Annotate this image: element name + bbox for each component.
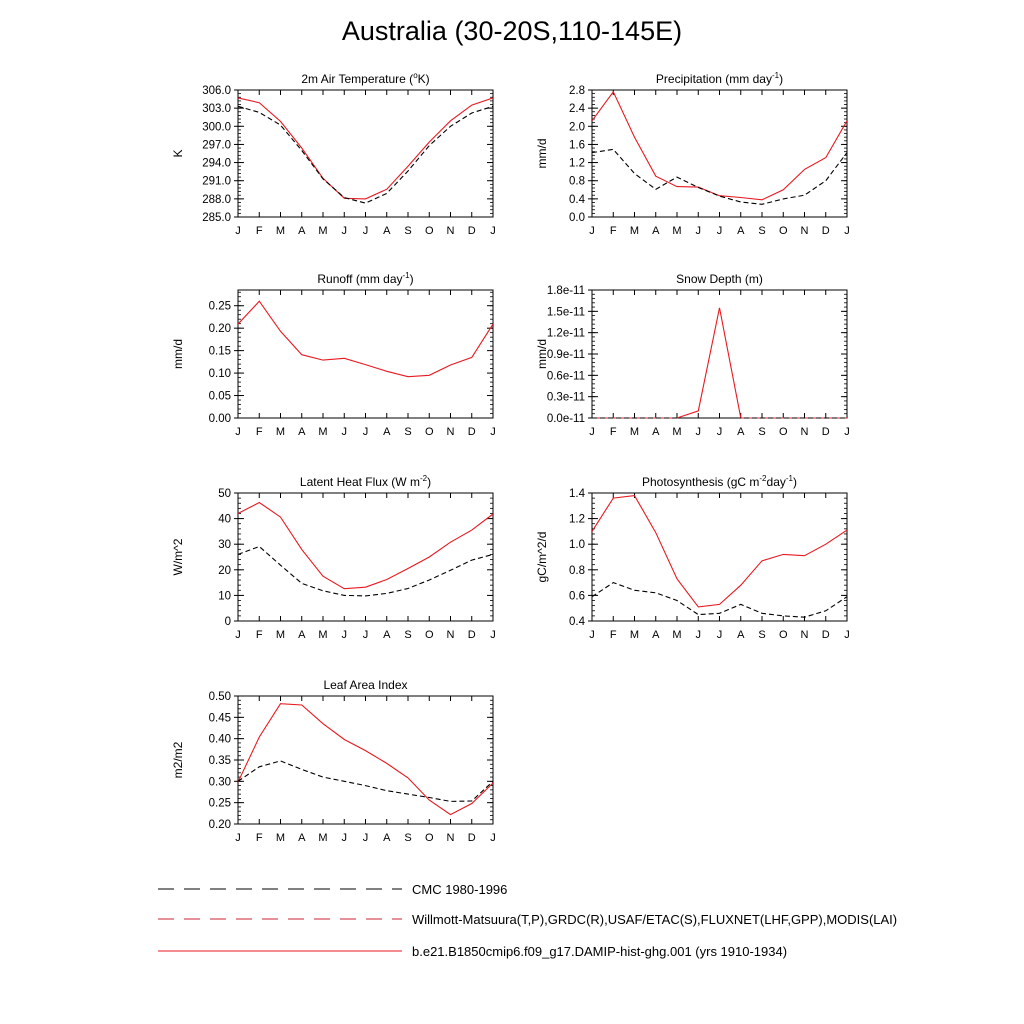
y-tick-label: 285.0 bbox=[202, 212, 231, 224]
x-tick-label: A bbox=[298, 225, 306, 237]
x-tick-label: M bbox=[629, 426, 640, 438]
x-tick-label: J bbox=[716, 629, 723, 641]
x-tick-label: J bbox=[490, 629, 496, 641]
chart-panel-4 bbox=[171, 474, 496, 641]
x-tick-label: A bbox=[737, 629, 745, 641]
panel-title: Precipitation (mm day$^{-1}$) bbox=[655, 71, 784, 86]
x-tick-label: A bbox=[652, 426, 660, 438]
y-tick-label: 0.9e-11 bbox=[546, 349, 585, 361]
y-tick-label: 306.0 bbox=[202, 85, 231, 97]
legend-label-0: CMC 1980-1996 bbox=[412, 882, 508, 897]
y-axis-label: K bbox=[171, 149, 185, 158]
x-tick-label: F bbox=[255, 629, 263, 641]
x-tick-label: O bbox=[778, 426, 788, 438]
y-axis-label: mm/d bbox=[535, 138, 549, 169]
obs-series-line bbox=[238, 106, 493, 203]
x-tick-label: S bbox=[404, 426, 412, 438]
x-tick-label: J bbox=[695, 426, 701, 438]
x-tick-label: A bbox=[298, 629, 306, 641]
x-tick-label: D bbox=[821, 426, 830, 438]
x-tick-label: S bbox=[404, 629, 412, 641]
panel-title: Latent Heat Flux (W $m^{-2}$) bbox=[299, 474, 432, 489]
y-axis-label: gC/m^2/d bbox=[535, 531, 549, 583]
plot-frame bbox=[238, 493, 493, 621]
legend-label-2: b.e21.B1850cmip6.f09_g17.DAMIP-hist-ghg.001 (yrs 1910-1934) bbox=[412, 944, 788, 959]
y-tick-label: 0.20 bbox=[208, 323, 231, 336]
x-tick-label: M bbox=[672, 426, 682, 438]
x-tick-label: M bbox=[275, 832, 286, 844]
x-tick-label: A bbox=[298, 832, 306, 844]
x-tick-label: N bbox=[446, 426, 455, 438]
x-tick-label: F bbox=[609, 629, 617, 641]
x-tick-label: O bbox=[424, 832, 434, 844]
y-tick-label: 1.4 bbox=[569, 488, 585, 500]
x-tick-label: A bbox=[383, 832, 391, 844]
y-tick-label: 20 bbox=[218, 564, 231, 577]
y-tick-label: 1.2e-11 bbox=[546, 327, 585, 340]
obs-series-line bbox=[592, 583, 847, 618]
page-title: Australia (30-20S,110-145E) bbox=[341, 16, 683, 46]
x-tick-label: J bbox=[490, 832, 496, 844]
x-tick-label: A bbox=[737, 426, 745, 438]
x-tick-label: F bbox=[255, 225, 263, 237]
y-tick-label: 0.4 bbox=[569, 193, 585, 206]
y-tick-label: 50 bbox=[218, 488, 231, 500]
model-series-line bbox=[238, 704, 493, 815]
panel-title: Runoff (mm day$^{-1}$) bbox=[317, 271, 414, 286]
x-tick-label: D bbox=[467, 426, 476, 438]
x-tick-label: J bbox=[844, 426, 850, 438]
chart-panel-2 bbox=[171, 271, 496, 438]
x-tick-label: J bbox=[341, 832, 347, 844]
y-tick-label: 294.0 bbox=[202, 157, 231, 170]
y-tick-label: 0.0e-11 bbox=[546, 413, 585, 425]
x-tick-label: M bbox=[275, 426, 286, 438]
x-tick-label: J bbox=[695, 629, 701, 641]
x-tick-label: J bbox=[362, 225, 369, 237]
x-tick-label: O bbox=[424, 629, 434, 641]
y-axis-label: W/m^2 bbox=[171, 538, 185, 576]
chart-panel-5 bbox=[535, 474, 850, 641]
y-tick-label: 0.20 bbox=[208, 819, 231, 831]
x-tick-label: J bbox=[695, 225, 701, 237]
x-tick-label: O bbox=[424, 225, 434, 237]
x-tick-label: A bbox=[298, 426, 306, 438]
panel-title: 2m Air Temperature ($^o$K) bbox=[301, 71, 430, 86]
y-axis-label: mm/d bbox=[171, 339, 185, 369]
x-tick-label: J bbox=[362, 629, 369, 641]
x-tick-label: J bbox=[490, 225, 496, 237]
obs-series-line bbox=[238, 761, 493, 802]
x-tick-label: N bbox=[800, 426, 809, 438]
x-tick-label: M bbox=[629, 225, 640, 237]
y-tick-label: 0.25 bbox=[208, 797, 231, 810]
model-series-line bbox=[238, 503, 493, 589]
x-tick-label: F bbox=[255, 426, 263, 438]
x-tick-label: F bbox=[255, 832, 263, 844]
x-tick-label: J bbox=[341, 225, 347, 237]
x-tick-label: J bbox=[589, 629, 595, 641]
x-tick-label: J bbox=[716, 225, 723, 237]
plot-frame bbox=[592, 90, 847, 217]
y-tick-label: 0.6e-11 bbox=[546, 370, 585, 383]
x-tick-label: N bbox=[446, 629, 455, 641]
x-tick-label: N bbox=[446, 225, 455, 237]
y-tick-label: 2.0 bbox=[569, 121, 585, 134]
y-tick-label: 0.45 bbox=[208, 712, 231, 725]
y-tick-label: 291.0 bbox=[202, 175, 231, 188]
y-tick-label: 288.0 bbox=[202, 193, 231, 206]
y-tick-label: 2.4 bbox=[569, 103, 585, 116]
y-tick-label: 30 bbox=[218, 539, 231, 552]
y-tick-label: 297.0 bbox=[202, 139, 231, 152]
x-tick-label: A bbox=[652, 629, 660, 641]
x-tick-label: J bbox=[362, 426, 369, 438]
x-tick-label: O bbox=[424, 426, 434, 438]
y-tick-label: 1.2 bbox=[569, 513, 585, 526]
x-tick-label: M bbox=[275, 629, 286, 641]
x-tick-label: N bbox=[800, 225, 809, 237]
x-tick-label: F bbox=[609, 426, 617, 438]
x-tick-label: N bbox=[800, 629, 809, 641]
x-tick-label: M bbox=[318, 832, 328, 844]
x-tick-label: S bbox=[758, 426, 766, 438]
chart-panel-3 bbox=[535, 272, 850, 438]
x-tick-label: M bbox=[275, 225, 286, 237]
x-tick-label: M bbox=[318, 225, 328, 237]
x-tick-label: D bbox=[467, 225, 476, 237]
x-tick-label: J bbox=[490, 426, 496, 438]
x-tick-label: J bbox=[589, 225, 595, 237]
x-tick-label: N bbox=[446, 832, 455, 844]
legend bbox=[158, 882, 897, 959]
plot-frame bbox=[238, 290, 493, 418]
x-tick-label: J bbox=[235, 225, 241, 237]
chart-panel-1 bbox=[535, 71, 850, 237]
y-tick-label: 303.0 bbox=[202, 103, 231, 116]
y-tick-label: 0.05 bbox=[208, 390, 231, 403]
legend-label-1: Willmott-Matsuura(T,P),GRDC(R),USAF/ETAC(S),FLUXNET(LHF,GPP),MODIS(LAI) bbox=[412, 912, 898, 927]
chart-panel-6 bbox=[171, 678, 496, 844]
y-tick-label: 0.40 bbox=[208, 733, 231, 746]
y-axis-label: m2/m2 bbox=[171, 741, 185, 779]
chart-panel-0 bbox=[171, 71, 496, 237]
y-tick-label: 0.50 bbox=[208, 691, 231, 703]
x-tick-label: M bbox=[318, 426, 328, 438]
model-series-line bbox=[592, 308, 847, 418]
y-tick-label: 1.0 bbox=[569, 539, 585, 552]
y-tick-label: 0.30 bbox=[208, 776, 231, 789]
x-tick-label: J bbox=[589, 426, 595, 438]
y-tick-label: 1.8e-11 bbox=[546, 285, 585, 297]
x-tick-label: O bbox=[778, 629, 788, 641]
x-tick-label: S bbox=[758, 629, 766, 641]
y-tick-label: 1.2 bbox=[569, 157, 585, 170]
y-tick-label: 1.5e-11 bbox=[546, 306, 585, 319]
x-tick-label: J bbox=[341, 629, 347, 641]
x-tick-label: A bbox=[737, 225, 745, 237]
x-tick-label: J bbox=[235, 426, 241, 438]
model-series-line bbox=[592, 92, 847, 200]
x-tick-label: S bbox=[404, 832, 412, 844]
x-tick-label: D bbox=[467, 629, 476, 641]
plot-frame bbox=[238, 90, 493, 217]
y-tick-label: 0.00 bbox=[208, 413, 231, 425]
x-tick-label: M bbox=[672, 225, 682, 237]
x-tick-label: S bbox=[404, 225, 412, 237]
x-tick-label: D bbox=[821, 225, 830, 237]
y-tick-label: 0.10 bbox=[208, 368, 231, 381]
x-tick-label: O bbox=[778, 225, 788, 237]
x-tick-label: D bbox=[467, 832, 476, 844]
y-tick-label: 0.25 bbox=[208, 300, 231, 313]
x-tick-label: A bbox=[383, 426, 391, 438]
x-tick-label: J bbox=[844, 225, 850, 237]
y-tick-label: 0.8 bbox=[569, 564, 585, 577]
y-tick-label: 1.6 bbox=[569, 139, 585, 152]
x-tick-label: A bbox=[383, 225, 391, 237]
panel-title: Leaf Area Index bbox=[323, 678, 408, 692]
x-tick-label: M bbox=[672, 629, 682, 641]
x-tick-label: A bbox=[652, 225, 660, 237]
plot-frame bbox=[592, 493, 847, 621]
panel-title: Photosynthesis (gC $m^{-2}day^{-1}$) bbox=[642, 474, 797, 489]
obs-series-line bbox=[238, 547, 493, 596]
y-tick-label: 40 bbox=[218, 513, 231, 526]
x-tick-label: M bbox=[629, 629, 640, 641]
y-tick-label: 300.0 bbox=[202, 121, 231, 134]
x-tick-label: M bbox=[318, 629, 328, 641]
y-axis-label: mm/d bbox=[535, 339, 549, 369]
model-series-line bbox=[592, 496, 847, 607]
y-tick-label: 0.15 bbox=[208, 345, 231, 358]
y-tick-label: 0.0 bbox=[569, 212, 585, 224]
model-series-line bbox=[238, 98, 493, 199]
x-tick-label: J bbox=[341, 426, 347, 438]
panel-title: Snow Depth (m) bbox=[676, 272, 763, 286]
y-tick-label: 0.8 bbox=[569, 175, 585, 188]
y-tick-label: 0.3e-11 bbox=[546, 391, 585, 404]
x-tick-label: D bbox=[821, 629, 830, 641]
x-tick-label: S bbox=[758, 225, 766, 237]
x-tick-label: J bbox=[235, 832, 241, 844]
y-tick-label: 0.6 bbox=[569, 590, 585, 603]
y-tick-label: 0.35 bbox=[208, 755, 231, 767]
x-tick-label: J bbox=[362, 832, 369, 844]
y-tick-label: 0.4 bbox=[569, 616, 585, 628]
y-tick-label: 2.8 bbox=[569, 85, 585, 97]
x-tick-label: A bbox=[383, 629, 391, 641]
plot-frame bbox=[238, 696, 493, 824]
x-tick-label: J bbox=[235, 629, 241, 641]
model-series-line bbox=[238, 301, 493, 377]
y-tick-label: 0 bbox=[224, 616, 231, 628]
y-tick-label: 10 bbox=[218, 590, 231, 603]
x-tick-label: F bbox=[609, 225, 617, 237]
x-tick-label: J bbox=[844, 629, 850, 641]
x-tick-label: J bbox=[716, 426, 723, 438]
